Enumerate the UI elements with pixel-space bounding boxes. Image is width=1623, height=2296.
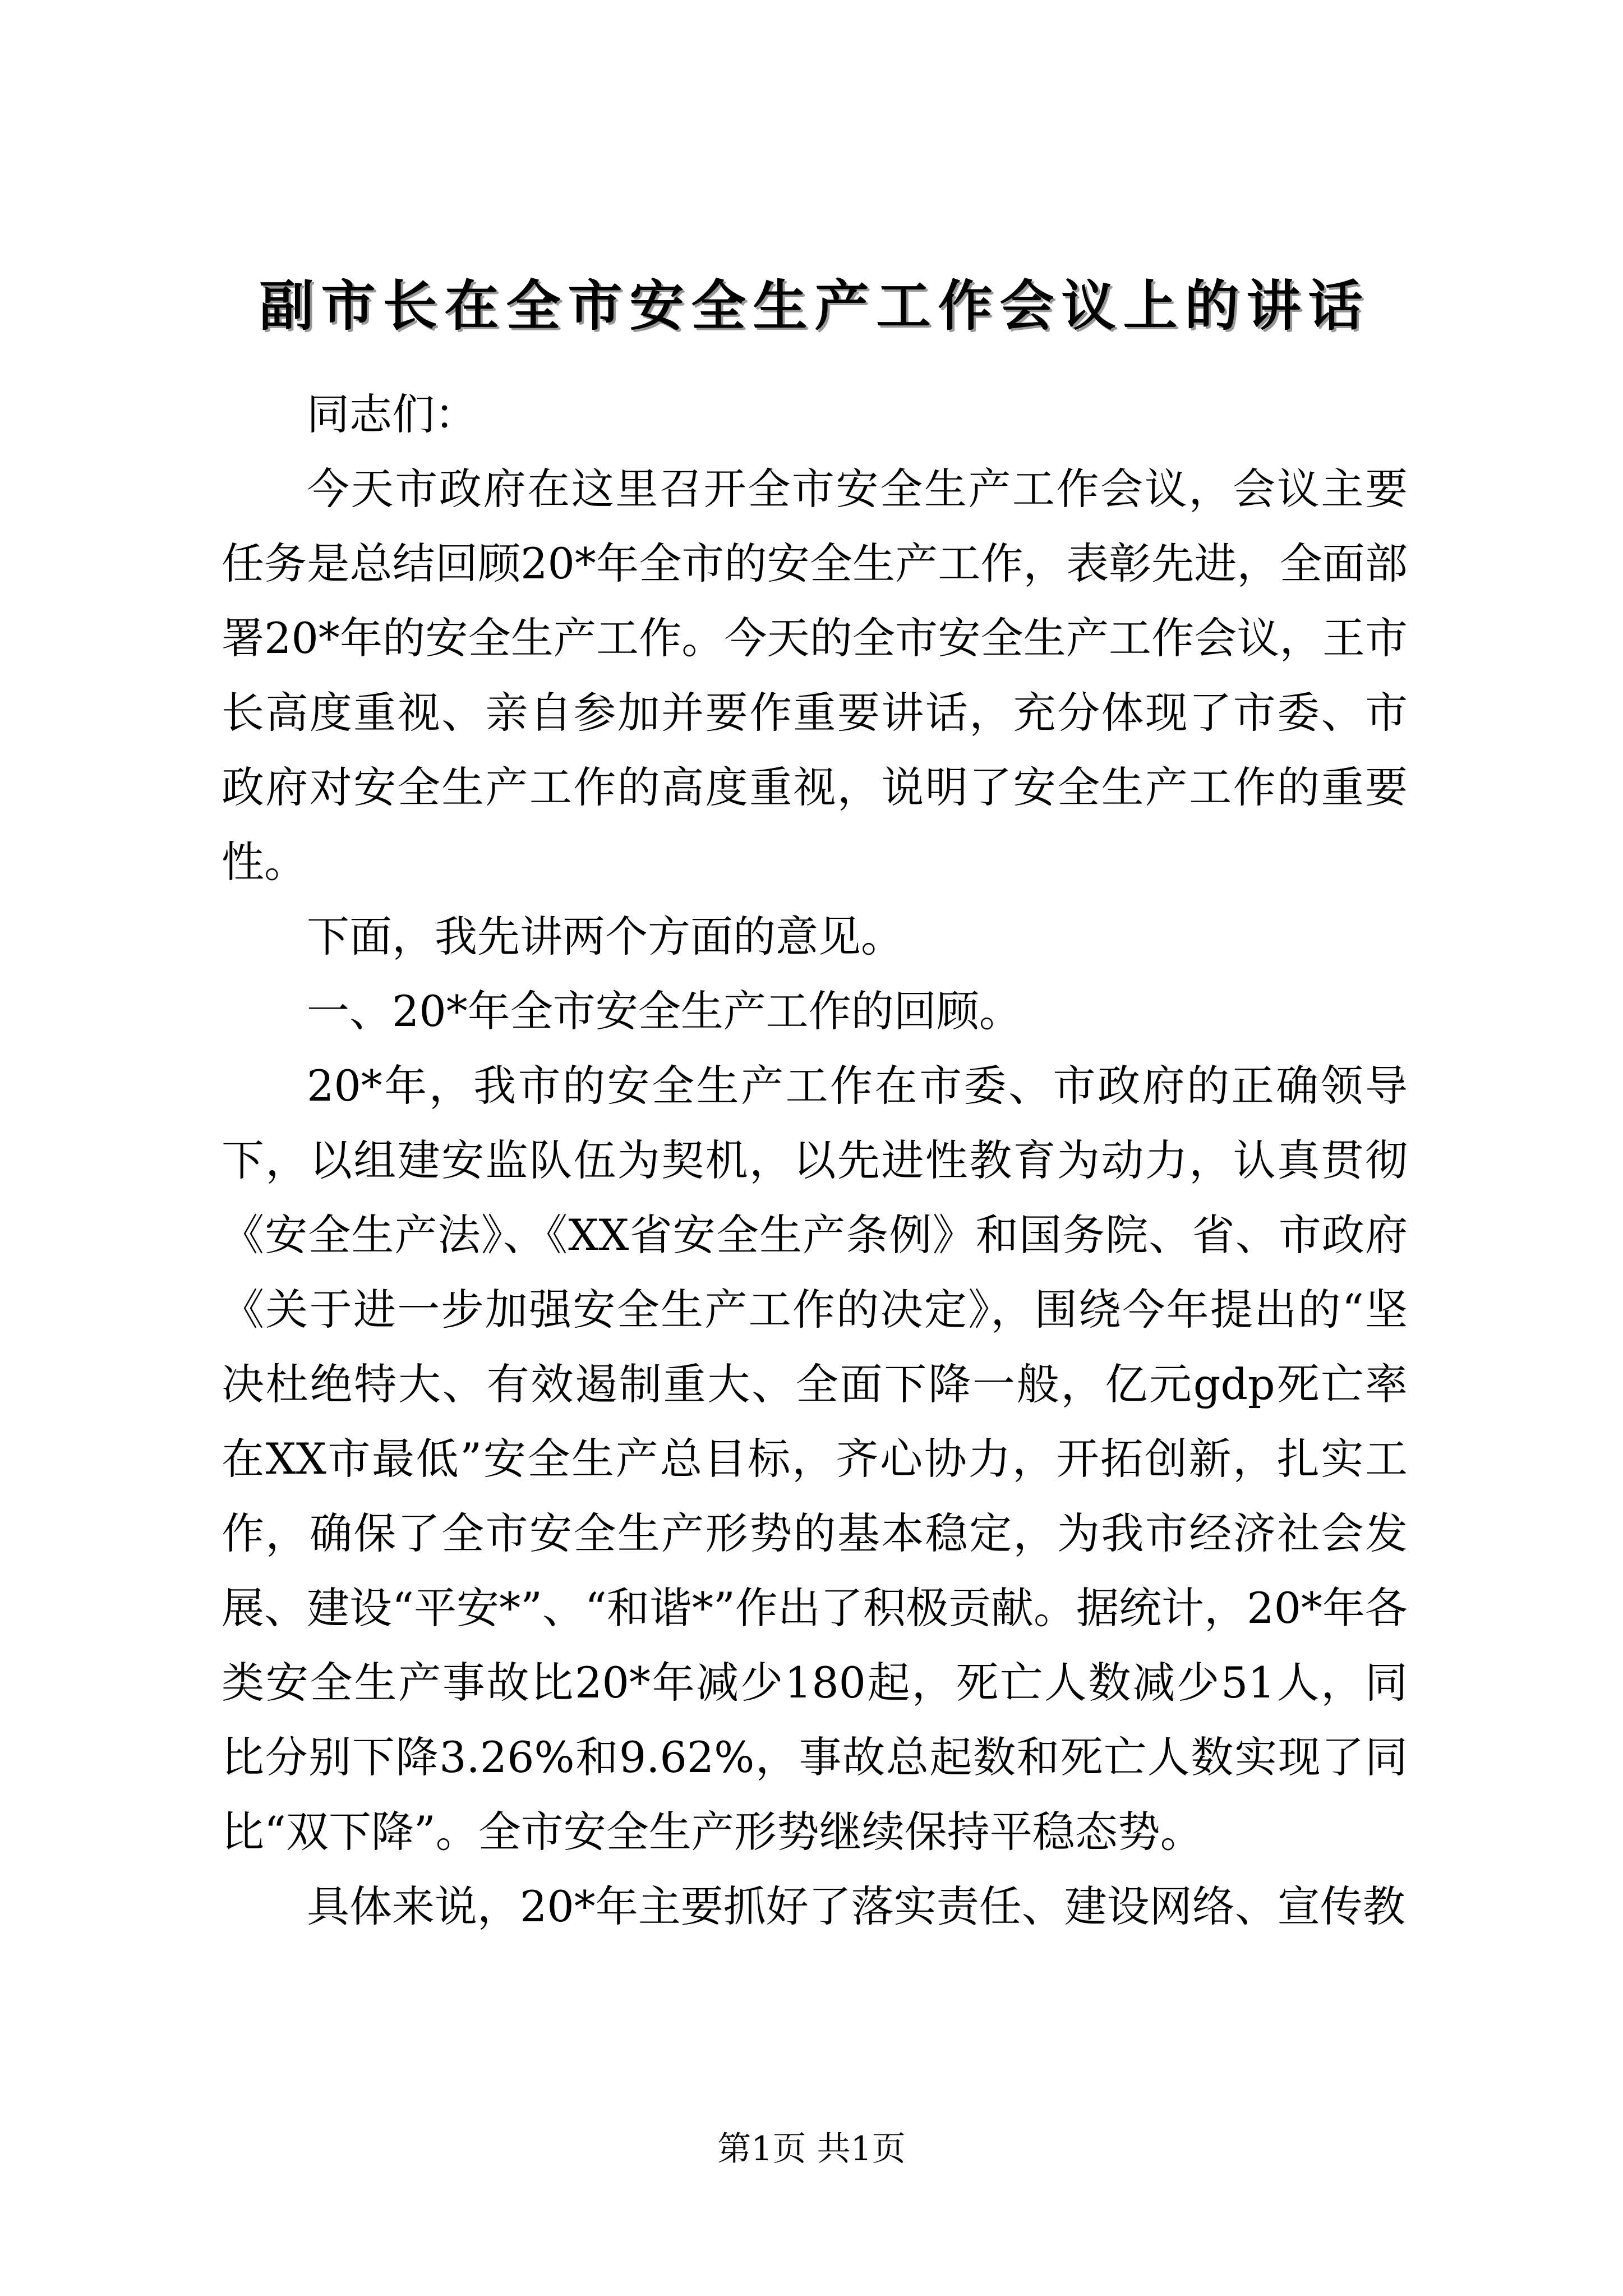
paragraph: 同志们： [307,389,477,439]
document-content [222,264,1408,1944]
paragraph: 今天市政府在这里召开全市安全生产工作会议，会议主要任务是总结回顾20*年全市的安全生产工作，表彰先进，全面部署20*年的安全生产工作。今天的全市安全生产工作会议，王市长高度重视、亲自参加并要作重要讲话，充分体现了市委、市政府对安全生产工作的高度重视，说明了安全生产工作的重要性。 [222,464,1408,887]
document-body [222,377,1408,1944]
document-title: 副市长在全市安全生产工作会议上的讲话 [259,274,1370,338]
paragraph: 20*年，我市的安全生产工作在市委、市政府的正确领导下，以组建安监队伍为契机，以先进性教育为动力，认真贯彻《安全生产法》、《XX省安全生产条例》和国务院、省、市政府《关于进一步加强安全生产工作的决定》，围绕今年提出的“坚决杜绝特大、有效遏制重大、全面下降一般，亿元gdp死亡率在XX市最低”安全生产总目标，齐心协力，开拓创新，扎实工作，确保了全市安全生产形势的基本稳定，为我市经济社会发展、建设“平安*”、“和谐*”作出了积极贡献。据统计，20*年各类安全生产事故比20*年减少180起，死亡人数减少51人，同比分别下降3.26%和9.62%，事故总起数和死亡人数实现了同比“双下降”。全市安全生产形势继续保持平稳态势。 [222,1061,1408,1857]
page-number-footer: 第1页 共1页 [717,2129,906,2169]
paragraph: 具体来说，20*年主要抓好了落实责任、建设网络、宣传教 [307,1881,1405,1931]
paragraph: 一、20*年全市安全生产工作的回顾。 [307,986,1022,1036]
paragraph: 下面，我先讲两个方面的意见。 [307,912,903,961]
